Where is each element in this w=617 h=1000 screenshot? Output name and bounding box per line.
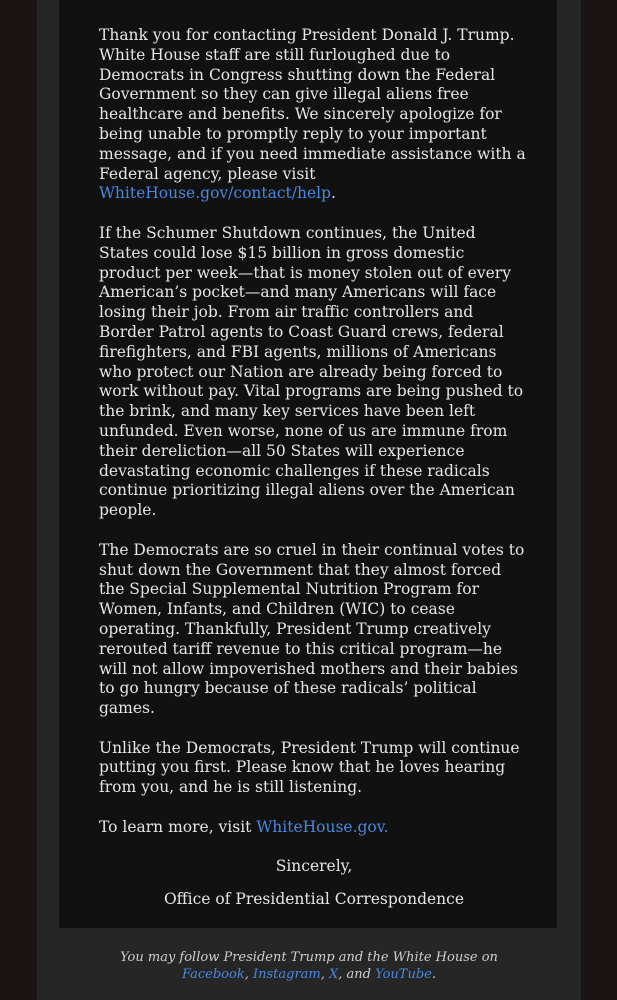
paragraph-intro-end: . <box>331 184 336 203</box>
letter-content <box>99 26 529 930</box>
footer-end: . <box>431 966 436 982</box>
contact-help-link[interactable]: WhiteHouse.gov/contact/help <box>99 184 332 203</box>
signature: Office of Presidential Correspondence <box>163 890 465 909</box>
learn-more-text: To learn more, visit <box>99 817 257 836</box>
youtube-link[interactable]: YouTube <box>375 966 432 982</box>
footer <box>37 950 581 983</box>
footer-intro: You may follow President Trump and the White House on <box>120 950 498 965</box>
paragraph-learn-more <box>99 818 529 838</box>
paragraph-listening: Unlike the Democrats, President Trump will continue putting you first. Please know that he loves hearing from you, and he is still listening. <box>99 738 520 797</box>
whitehouse-link[interactable]: WhiteHouse.gov. <box>256 817 389 836</box>
footer-social-links <box>37 967 581 984</box>
page-margin-left <box>0 0 37 1000</box>
paragraph-shutdown: If the Schumer Shutdown continues, the United States could lose $15 billion in gross domestic product per week—that is money stolen out of every American’s pocket—and many Americans will face losing their job. From air traffic controllers and Border Patrol agents to Coast Guard crews, federal firefighters, and FBI agents, millions of Americans who protect our Nation are already being forced to work without pay. Vital programs are being pushed to the brink, and many key services have been left unfunded. Even worse, none of us are immune from their dereliction—all 50 States will experience devastating economic challenges if these radicals continue prioritizing illegal aliens over the American people. <box>99 223 524 520</box>
paragraph-intro-text: Thank you for contacting President Donald J. Trump. White House staff are still furloughed due to Democrats in Congress shutting down the Federal Government so they can give illegal aliens free healthcare and benefits. We sincerely apologize for being unable to promptly reply to your important message, and if you need immediate assistance with a Federal agency, please visit <box>99 26 526 183</box>
footer-separator: , <box>320 966 330 982</box>
footer-separator: , <box>244 966 253 982</box>
closing-sincerely: Sincerely, <box>275 857 353 876</box>
instagram-link[interactable]: Instagram <box>252 966 321 982</box>
facebook-link[interactable]: Facebook <box>182 966 245 982</box>
paragraph-intro <box>99 26 529 204</box>
x-link[interactable]: X <box>329 966 339 982</box>
page-margin-right <box>581 0 617 1000</box>
footer-separator: , and <box>338 966 376 982</box>
paragraph-wic: The Democrats are so cruel in their continual votes to shut down the Government that they almost forced the Special Supplemental Nutrition Program for Women, Infants, and Children (WIC) to cease operating. Thankfully, President Trump creatively rerouted tariff revenue to this critical program—he will not allow impoverished mothers and their babies to go hungry because of these radicals’ political games. <box>99 540 525 718</box>
